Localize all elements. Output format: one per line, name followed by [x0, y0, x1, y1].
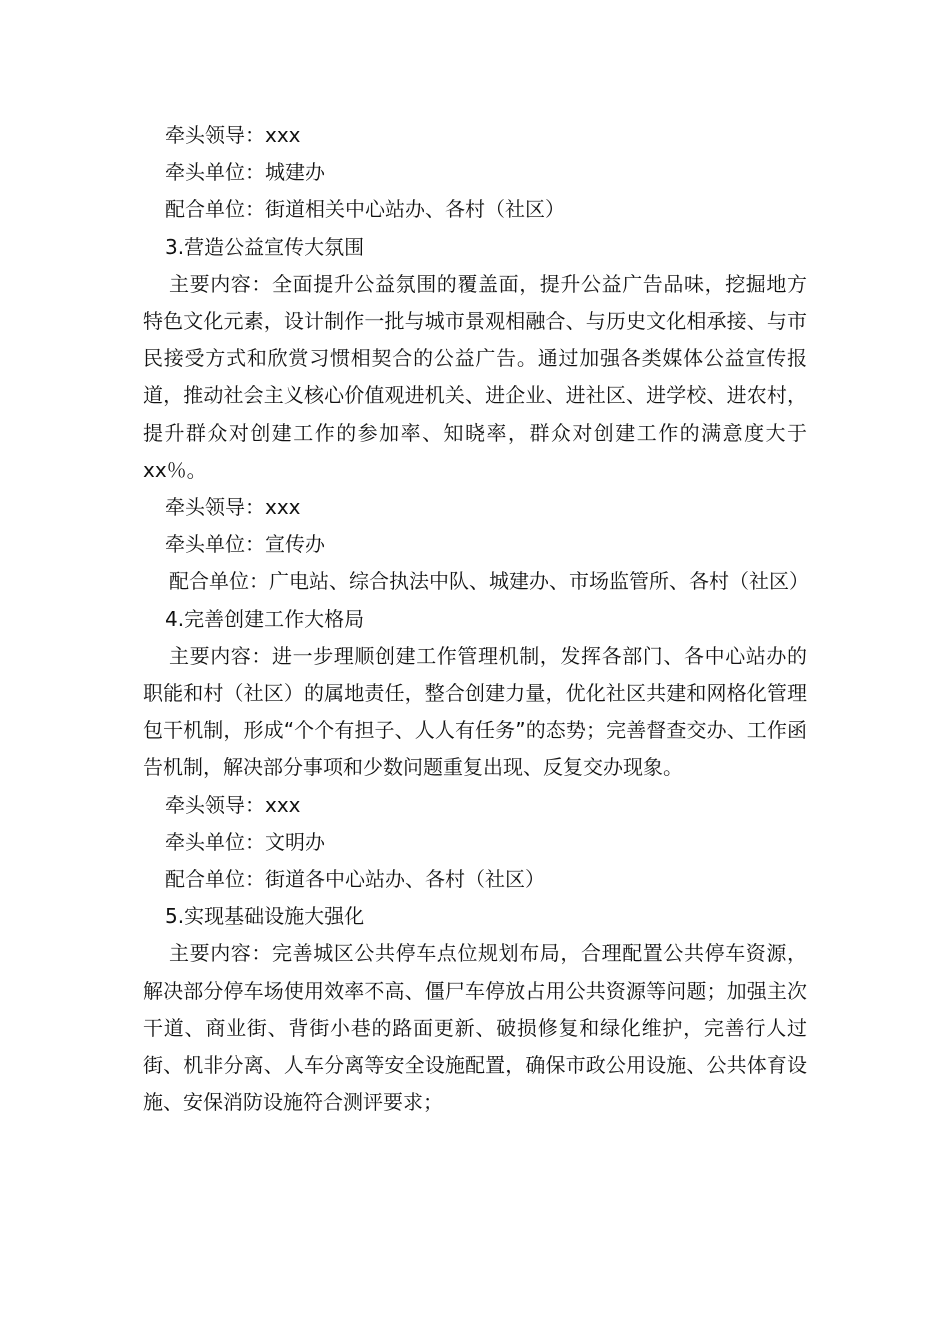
- s3-title: 3.营造公益宣传大氛围: [165, 234, 365, 259]
- s4-unit: 牵头单位：文明办: [165, 829, 325, 854]
- s2-unit: 牵头单位：城建办: [165, 160, 325, 185]
- s2-leader: 牵头领导：xxx: [165, 123, 301, 147]
- s4-title: 4.完善创建工作大格局: [165, 606, 365, 631]
- s5-title: 5.实现基础设施大强化: [165, 904, 365, 929]
- s4-coop: 配合单位：街道各中心站办、各村（社区）: [165, 866, 545, 891]
- s2-coop: 配合单位：街道相关中心站办、各村（社区）: [165, 197, 565, 222]
- s3-unit: 牵头单位：宣传办: [165, 532, 325, 557]
- document-page: [143, 117, 807, 1121]
- s3-coop: 配合单位：广电站、综合执法中队、城建办、市场监管所、各村（社区）: [169, 569, 809, 594]
- s5-content: 主要内容：完善城区公共停车点位规划布局，合理配置公共停车资源，解决部分停车场使用效率不高、僵尸车停放占用公共资源等问题；加强主次干道、商业街、背街小巷的路面更新、破损修复和绿化维护，完善行人过街、机非分离、人车分离等安全设施配置，确保市政公用设施、公共体育设施、安保消防设施符合测评要求；: [143, 941, 807, 1115]
- s4-content: 主要内容：进一步理顺创建工作管理机制，发挥各部门、各中心站办的职能和村（社区）的属地责任，整合创建力量，优化社区共建和网格化管理包干机制，形成“个个有担子、人人有任务”的态势；完善督查交办、工作函告机制，解决部分事项和少数问题重复出现、反复交办现象。: [143, 643, 807, 780]
- s3-leader: 牵头领导：xxx: [165, 494, 301, 519]
- s3-content: 主要内容：全面提升公益氛围的覆盖面，提升公益广告品味，挖掘地方特色文化元素，设计制作一批与城市景观相融合、与历史文化相承接、与市民接受方式和欣赏习惯相契合的公益广告。通过加强各类媒体公益宣传报道，推动社会主义核心价值观进机关、进企业、进社区、进学校、进农村，提升群众对创建工作的参加率、知晓率，群众对创建工作的满意度大于xx％。: [143, 271, 807, 482]
- s4-leader: 牵头领导：xxx: [165, 792, 301, 817]
